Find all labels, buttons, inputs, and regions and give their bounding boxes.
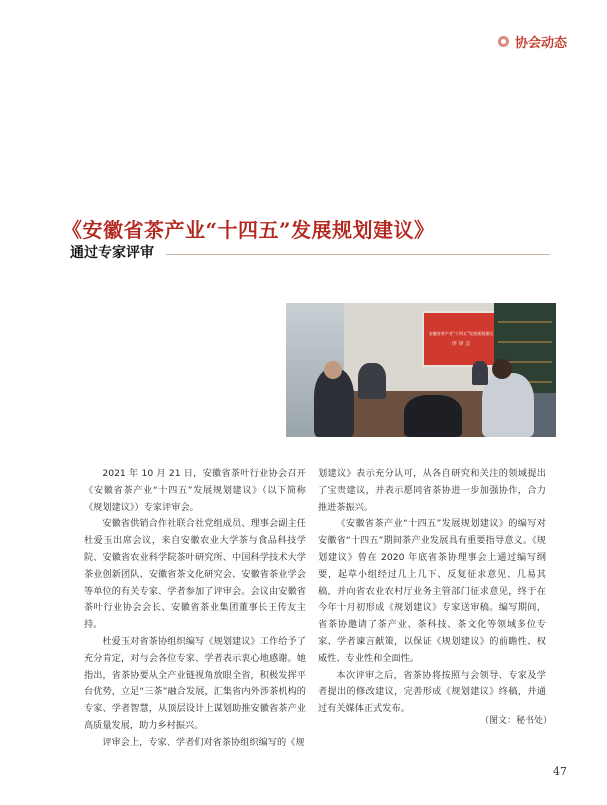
paragraph: 评审会上，专家、学者们对省茶协组织编写的《规 [102, 736, 305, 748]
paragraph: 划建议》表示充分认可，从各自研究和关注的领域提出了宝贵建议，并表示愿同省茶协进一步加强协作，合力推进茶振兴。 [318, 468, 546, 513]
paragraph: 本次评审之后，省茶协将按照与会领导、专家及学者提出的修改建议，完善形成《规划建议》终稿，并通过有关媒体正式发布。 [318, 669, 546, 715]
article-credit: （图文：秘书处） [480, 716, 553, 726]
person [404, 395, 462, 437]
section-dot-icon [498, 36, 509, 47]
article-subtitle: 通过专家评审 [70, 245, 154, 261]
subtitle-divider [166, 254, 550, 255]
subtitle-row [70, 242, 550, 262]
person [482, 373, 534, 437]
paragraph: 杜爱玉对省茶协组织编写《规划建议》工作给予了充分肯定，对与会各位专家、学者表示衷心地感谢。她指出，省茶协要从全产业链视角放眼全省，积极发挥平台优势，立足“三茶”融合发展，汇集省内外涉茶机构的专家、学者智慧，从顶层设计上谋划助推安徽省茶产业高质量发展，助力乡村振兴。 [84, 635, 306, 731]
person [314, 369, 354, 437]
meeting-photo [286, 303, 556, 437]
section-tag [498, 32, 567, 51]
screen-subtitle: 评 审 会 [451, 341, 471, 347]
paragraph: 2021 年 10 月 21 日，安徽省茶叶行业协会召开《安徽省茶产业“十四五”发展规划建议》（以下简称《规划建议》）专家评审会。 [84, 468, 306, 513]
screen-title: 安徽省茶产业“十四五”发展规划建议 [428, 331, 494, 336]
projection-screen [422, 311, 500, 367]
article-column-left [84, 466, 306, 752]
article-column-right [318, 466, 546, 718]
page-number: 47 [553, 765, 567, 778]
person [492, 359, 512, 379]
paragraph: 安徽省供销合作社联合社党组成员、理事会副主任杜爱玉出席会议，来自安徽农业大学茶与食品科技学院、安徽省农业科学院茶叶研究所、中国科学技术大学茶业创新团队、安徽省茶文化研究会、安徽省茶业学会等单位的有关专家、学者参加了评审会。会议由安徽省茶叶行业协会会长、安徽省茶业集团董事长王传友主持。 [84, 518, 306, 631]
person [324, 361, 342, 379]
paragraph: 《安徽省茶产业“十四五”发展规划建议》的编写对安徽省“十四五”期间茶产业发展具有重要指导意义。《规划建议》曾在 2020 年底省茶协理事会上通过编写纲要，起草小组经过几上几下、反复征求意见、几易其稿，并向省农业农村厅业务主管部门征求意见，终于在今年十月初形成《规划建议》专家送审稿。编写期间，省茶协邀请了茶产业、茶科技、茶文化等领域多位专家、学者谏言献策，以保证《规划建议》的前瞻性、权威性、专业性和全面性。 [318, 518, 546, 664]
person [358, 363, 386, 399]
person [472, 361, 488, 385]
article-title: 《安徽省茶产业“十四五”发展规划建议》 [62, 218, 435, 242]
section-label: 协会动态 [514, 36, 567, 51]
screen-text [424, 331, 498, 347]
